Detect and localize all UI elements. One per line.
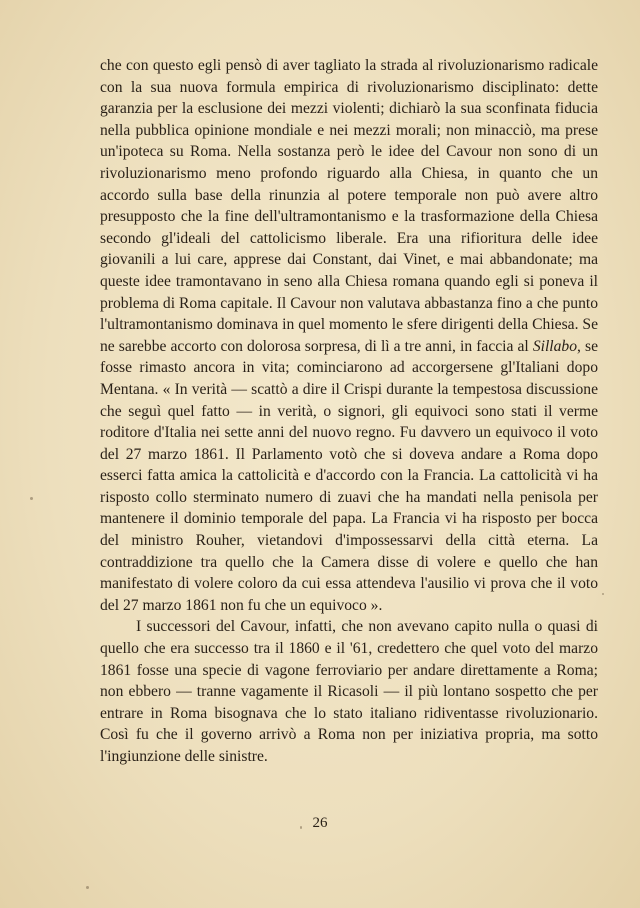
paper-speck <box>602 593 604 595</box>
paragraph-2 <box>100 616 598 767</box>
paragraph-1-segment-3: , se fosse rimasto ancora in vita; cominciarono ad accorgersene gl'Italiani dopo Mentana. « In verità — scattò a dire il Crispi durante la tempestosa discussione che seguì quel fatto — in verità, o signori, gli equivoci sono stati il verme roditore d'Italia nei sette anni del nuovo regno. Fu davvero un equivoco il voto del 27 marzo 1861. Il Parlamento votò che si doveva andare a Roma dopo esserci fatta amica la cattolicità e d'accordo con la Francia. La cattolicità vi ha risposto collo sterminato numero di zuavi che ha mandati nella penisola per mantenere il dominio temporale del papa. La Francia vi ha risposto per bocca del ministro Rouher, vietandovi d'impossessarvi della città eterna. La contraddizione tra quello che la Camera disse di volere e quello che han manifestato di volere coloro da cui essa attendeva l'ausilio vi prova che il voto del 27 marzo 1861 non fu che un equivoco ». <box>100 337 598 614</box>
paragraph-2-segment-1: I successori del Cavour, infatti, che non avevano capito nulla o quasi di quello che era successo tra il 1860 e il '61, credettero che quel voto del marzo 1861 fosse una specie di vagone ferroviario per andare direttamente a Roma; non ebbero — tranne vagamente il Ricasoli — il più lontano sospetto che per entrare in Roma bisognava che lo stato italiano ridiventasse rivoluzionario. Così fu che il governo arrivò a Roma non per iniziativa propria, ma sotto l'ingiunzione delle sinistre. <box>100 618 598 765</box>
paragraph-1-segment-1: che con questo egli pensò di aver tagliato la strada al rivoluzionarismo radicale con la sua nuova formula empirica di rivoluzionarismo disciplinato: dette garanzia per la esclusione dei mezzi violenti; dichiarò la sua sconfinata fiducia nella pubblica opinione mondiale e nei mezzi morali; non minacciò, ma prese un'ipoteca su Roma. Nella sostanza però le idee del Cavour non sono di un rivoluzionarismo meno profondo riguardo alla Chiesa, in quanto che un accordo sulla base della rinunzia al potere temporale non può avere altro presupposto che la fine dell'ultramontanismo e la trasformazione della Chiesa secondo gl'ideali del cattolicismo liberale. Era una rifioritura delle idee giovanili a lui care, apprese dai Constant, dai Vinet, e mai abbandonate; ma queste idee tramontavano in seno alla Chiesa romana quando egli si poneva il problema di Roma capitale. Il Cavour non valutava abbastanza fino a che punto l'ultramontanismo dominava in quel momento le sfere dirigenti della Chiesa. Se ne sarebbe accorto con dolorosa sorpresa, di lì a tre anni, in faccia al <box>100 57 598 355</box>
sillabo-italic: Sillabo <box>532 337 578 355</box>
paper-speck <box>30 497 33 500</box>
paragraph-1 <box>100 55 598 616</box>
paper-speck <box>300 826 302 829</box>
page-number: 26 <box>312 815 328 831</box>
paper-speck <box>86 886 89 889</box>
body-text <box>100 55 598 768</box>
